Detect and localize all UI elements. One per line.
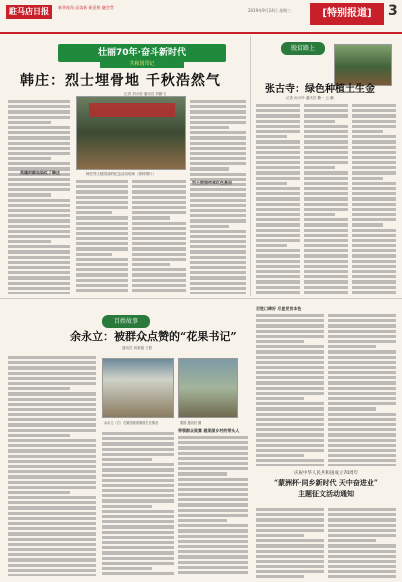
notice-text-col-1: [256, 508, 324, 578]
orchard-photo-1: [102, 358, 174, 418]
main-text-col-4: [190, 100, 246, 294]
orchard-photo-1-caption: 余永立（右）在果园查看果树生长情况: [104, 421, 159, 425]
right-text-col-1: [256, 104, 300, 294]
column-divider: [250, 36, 251, 296]
bottom-byline: 通讯员 何新磊 王阳: [122, 346, 153, 350]
main-byline: 记者 刘小欣 通讯员 刘鹏飞: [124, 92, 166, 96]
right-text-col-2: [304, 104, 348, 294]
header-tagline: 新华视角 品读新 新意相 融会贯: [58, 5, 114, 10]
orchard-photo-2: [178, 358, 238, 418]
story-banner-sub: 共和国印记: [100, 61, 184, 68]
orchard-photo-2-caption: 果园 通讯员 摄: [180, 421, 202, 425]
notice-text-col-2: [328, 508, 396, 578]
essay-contest-notice: [256, 470, 396, 506]
notice-line-2: “蒙洲杯·同乡新时代 天中奋进业”: [274, 478, 378, 487]
memorial-photo: [76, 96, 186, 170]
bottom-section-tag: 百姓故事: [102, 315, 150, 328]
issue-date: 2019年9月24日 星期三: [248, 8, 292, 13]
main-text-col-3: [132, 180, 186, 294]
section-label: [特别报道]: [310, 3, 384, 25]
right-section-tag: 脱贫路上: [281, 42, 325, 55]
main-text-col-2: [76, 180, 128, 294]
bottom-subhead-2: 百姓口碑好 尽显党员本色: [256, 306, 302, 311]
memorial-photo-caption: 韩庄烈士陵园前的纪念活动现场（资料图片）: [86, 172, 156, 176]
bottom-text-col-2: [102, 432, 174, 576]
notice-line-3: 主题征文活动通知: [298, 489, 354, 498]
page-header: [0, 0, 402, 34]
main-headline: 韩庄：烈士埋骨地 千秋浩然气: [20, 73, 221, 89]
right-text-col-3: [352, 104, 396, 294]
masthead: 駐马店日报: [6, 5, 52, 19]
bottom-text-col-1: [8, 356, 96, 576]
notice-line-1: 庆祝中华人民共和国成立70周年: [293, 471, 359, 476]
section-divider: [0, 298, 402, 299]
story-banner: 壮丽70年·奋斗新时代: [58, 44, 226, 62]
right-headline: 张古寺：绿色种植土生金: [265, 84, 375, 95]
bottom-text-col-4: [256, 314, 324, 466]
bottom-headline: 余永立：被群众点赞的“花果书记”: [70, 330, 237, 343]
bottom-subhead-1: 带领群众致富 做美丽乡村的带头人: [178, 428, 240, 433]
page-number: 3: [388, 3, 398, 19]
bottom-text-col-3: [178, 436, 248, 576]
main-subhead-1: 英雄的鲜血染红了韩庄: [20, 170, 60, 175]
bottom-text-col-5: [328, 314, 396, 466]
right-byline: 记者 孙小玲 通讯员 魏一 云 鹏: [286, 96, 334, 100]
main-text-col-1: [8, 100, 70, 294]
